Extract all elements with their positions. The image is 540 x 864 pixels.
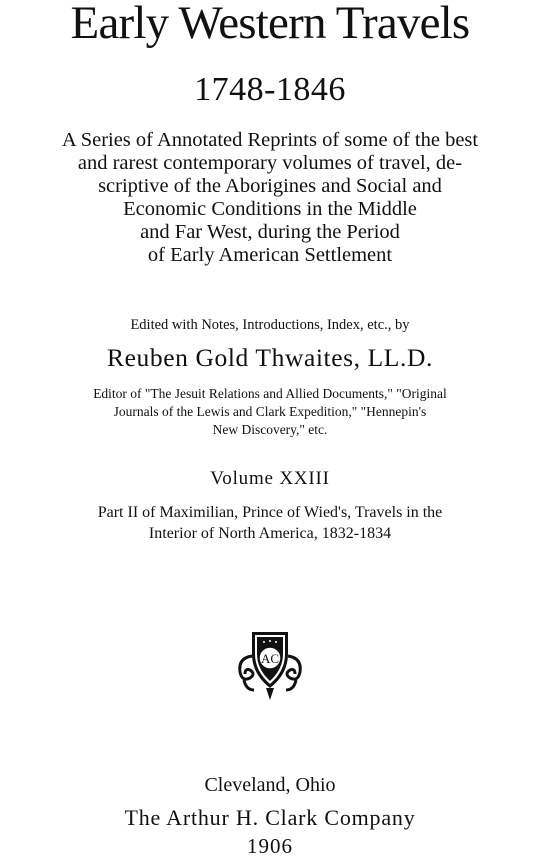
description-line: and rarest contemporary volumes of travel, de- bbox=[77, 152, 463, 174]
series-description bbox=[0, 129, 540, 267]
editor-credit-line: New Discovery," etc. bbox=[212, 422, 328, 437]
part-description bbox=[0, 502, 540, 544]
monogram-text: AC bbox=[260, 651, 280, 666]
date-range: 1748-1846 bbox=[194, 71, 346, 108]
part-line: Interior of North America, 1832-1834 bbox=[148, 525, 392, 542]
publication-year: 1906 bbox=[247, 834, 293, 858]
edited-by-line: Edited with Notes, Introductions, Index, etc., by bbox=[130, 317, 410, 333]
description-line: of Early American Settlement bbox=[147, 244, 393, 266]
description-line: Economic Conditions in the Middle bbox=[123, 198, 417, 220]
publication-place: Cleveland, Ohio bbox=[204, 774, 336, 796]
editor-credit-line: Editor of "The Jesuit Relations and Allied Documents," "Original bbox=[93, 386, 447, 401]
editor-name: Reuben Gold Thwaites, LL.D. bbox=[107, 343, 433, 372]
publisher-mark-icon bbox=[230, 624, 310, 706]
editor-credit-line: Journals of the Lewis and Clark Expedition," "Hennepin's bbox=[113, 404, 427, 419]
publisher-name: The Arthur H. Clark Company bbox=[124, 805, 416, 830]
editor-credits bbox=[0, 385, 540, 439]
description-line: scriptive of the Aborigines and Social and bbox=[98, 175, 442, 197]
book-title: Early Western Travels bbox=[70, 0, 470, 49]
part-line: Part II of Maximilian, Prince of Wied's, Travels in the bbox=[97, 504, 443, 521]
description-line: and Far West, during the Period bbox=[140, 221, 400, 243]
description-line: A Series of Annotated Reprints of some of the best bbox=[61, 129, 479, 151]
volume-number: Volume XXIII bbox=[210, 468, 330, 489]
